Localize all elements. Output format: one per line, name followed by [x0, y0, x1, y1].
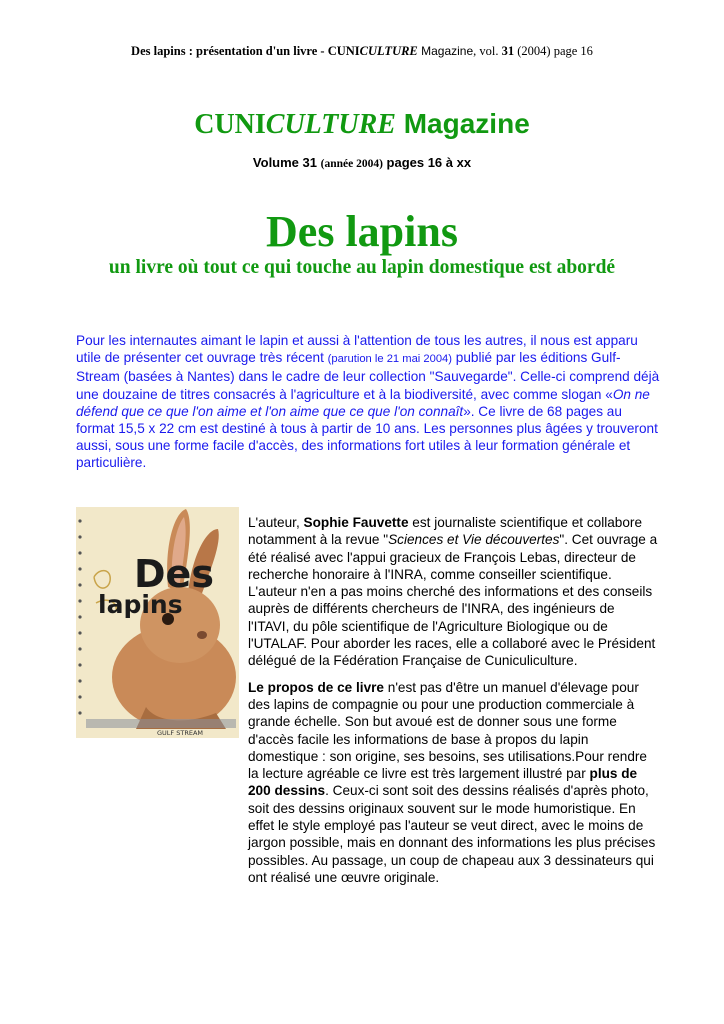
volume-pages: pages 16 à xx — [382, 155, 472, 170]
volume-label: Volume 31 — [252, 155, 321, 170]
propos-text-1: n'est pas d'être un manuel d'élevage pour des lapins de compagnie ou pour une production commerciale à grande échelle. Son but avoué est de donner sous une forme d'accès facile les informations de base à propos du lapin domestique : son origine, ses besoins, ses utilisations.Pour rendre la lecture agréable ce livre est très largement illustré par — [248, 679, 647, 782]
header-magazine: Magazine — [417, 44, 474, 58]
author-paragraph — [248, 514, 658, 670]
author-name: Sophie Fauvette — [303, 515, 409, 530]
propos-lead: Le propos de ce livre — [248, 679, 384, 695]
intro-date: (parution le 21 mai 2004) — [327, 353, 453, 366]
running-header — [0, 44, 724, 59]
header-vol-label: , vol. — [473, 44, 502, 58]
author-text-2: est journaliste scientifique et collabore notamment à la revue " — [248, 515, 643, 548]
author-text-3: ". Cet ouvrage a été réalisé avec l'appui gracieux de François Lebas, directeur de recherche honoraire à l'INRA, comme conseiller scientifique. L'auteur n'en a pas moins cherché des informations et des conseils auprès de différents chercheurs de l'INRA, des ingénieurs de l'ITAVI, du pôle scientifique de l'Agriculture Biologique ou de l'UTALAF. Pour aborder les races, elle a collaboré avec le Président délégué de la Fédération Française de Cuniculiculture. — [248, 532, 658, 669]
cover-publisher: GULF STREAM — [157, 729, 203, 737]
propos-text-2: . Ceux-ci sont soit des dessins réalisés d'après photo, soit des dessins originaux souvent sur le mode humoristique. En effet le style employé pas l'auteur se veut direct, avec le moins de jargon possible, mais en donnant des informations les plus précises possibles. Au passage, un coup de chapeau aux 3 dessinateurs qui ont réalisé une œuvre originale. — [248, 783, 656, 885]
header-culture: CULTURE — [359, 44, 418, 58]
masthead-magazine: Magazine — [395, 108, 530, 139]
header-year-page: (2004) page 16 — [514, 44, 593, 58]
author-text-1: L'auteur, — [248, 515, 304, 530]
intro-text-1: Pour les internautes aimant le lapin et aussi à l'attention de tous les autres, il nous est apparu utile de présenter cet ouvrage très récent — [76, 333, 638, 366]
book-cover-illustration — [76, 507, 239, 738]
intro-slogan: On ne défend que ce que l'on aime et l'on aime que ce que l'on connaît — [76, 386, 650, 419]
cover-title-line1: Des — [134, 552, 214, 596]
intro-text-2: publié par les éditions Gulf-Stream (basées à Nantes) dans le cadre de leur collection "Sauvegarde". Celle-ci comprend déjà une douzaine de titres consacrés à l'agriculture et à la biodiversité, avec comme slogan « — [76, 350, 660, 402]
book-cover-image — [76, 507, 239, 738]
intro-text-3: ». Ce livre de 68 pages au format 15,5 x 22 cm est destiné à tous à partir de 10 ans. Les personnes plus âgées y trouveront aussi, sous une forme facile d'accès, des informations fort utiles à leur formation générale et particulière. — [76, 403, 658, 471]
article-body — [248, 514, 658, 895]
masthead-cuni: CUNI — [194, 109, 266, 140]
magazine-masthead — [0, 108, 724, 141]
header-vol-num: 31 — [501, 44, 515, 58]
volume-line — [0, 155, 724, 170]
header-prefix: Des lapins : présentation d'un livre - CUNI — [131, 44, 360, 58]
author-revue: Sciences et Vie découvertes — [388, 532, 560, 548]
masthead-culture: CULTURE — [265, 109, 396, 140]
propos-paragraph — [248, 679, 658, 887]
intro-paragraph — [76, 332, 661, 472]
cover-title-line2: lapins — [98, 590, 183, 619]
article-title: Des lapins — [266, 207, 458, 256]
article-subtitle: un livre où tout ce qui touche au lapin domestique est abordé — [108, 257, 616, 278]
propos-dessins: plus de 200 dessins — [248, 766, 638, 799]
volume-year: (année 2004) — [320, 158, 383, 170]
